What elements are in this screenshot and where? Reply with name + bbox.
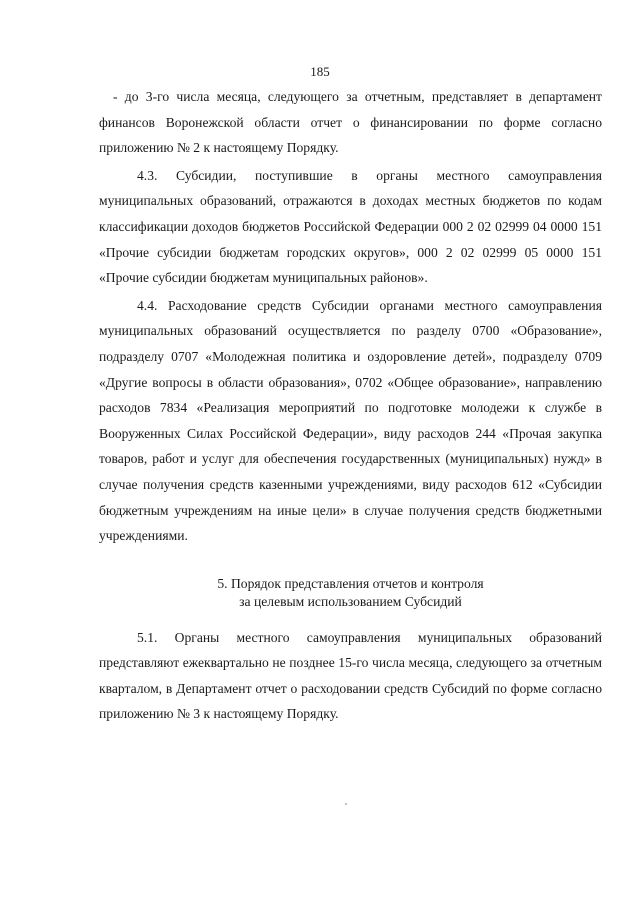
paragraph-4-3: 4.3. Субсидии, поступившие в органы местного самоуправления муниципальных образований, отражаются в доходах местных бюджетов по кодам классификации доходов бюджетов Российской Федерации 000 2 02 02999 04 0000 151 «Прочие субсидии бюджетам городских округов», 000 2 02 02999 05 0000 151 «Прочие субсидии бюджетам муниципальных районов». [99,167,602,286]
paragraph-4-4: 4.4. Расходование средств Субсидии органами местного самоуправления муниципальных образований осуществляется по разделу 0700 «Образование», подразделу 0707 «Молодежная политика и оздоровление детей», подразделу 0709 «Другие вопросы в области образования», 0702 «Общее образование», направлению расходов 7834 «Реализация мероприятий по подготовке молодежи к службе в Вооруженных Силах Российской Федерации», виду расходов 244 «Прочая закупка товаров, работ и услуг для обеспечения государственных (муниципальных) нужд» в случае получения средств казенными учреждениями, виду расходов 612 «Субсидии бюджетным учреждениям на иные цели» в случае получения средств бюджетными учреждениями. [99,297,602,544]
section-5-title [99,575,602,611]
section-title-line-2: за целевым использованием Субсидий [239,593,462,609]
page-number: 185 [310,64,330,79]
scan-speck [345,803,347,805]
section-title-line-1: 5. Порядок представления отчетов и контроля [217,575,484,591]
paragraph-continuation: - до 3-го числа месяца, следующего за отчетным, представляет в департамент финансов Воронежской области отчет о финансировании по форме согласно приложению № 2 к настоящему Порядку. [99,89,602,156]
document-body [99,84,602,727]
paragraph-5-1: 5.1. Органы местного самоуправления муниципальных образований представляют ежеквартально не позднее 15-го числа месяца, следующего за отчетным кварталом, в Департамент отчет о расходовании средств Субсидий по форме согласно приложению № 3 к настоящему Порядку. [99,629,602,722]
